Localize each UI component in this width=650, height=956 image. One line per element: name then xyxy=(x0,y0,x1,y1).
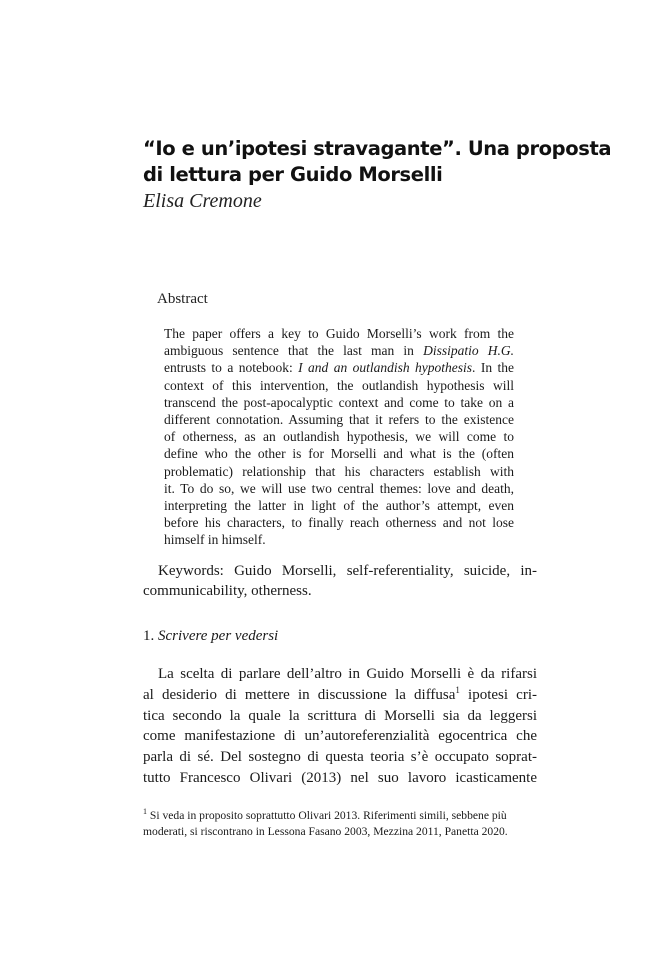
keywords-line: communicability, otherness. xyxy=(143,583,312,599)
abstract-text: entrusts to a notebook: xyxy=(164,360,299,376)
article-title-line-2: di lettura per Guido Morselli xyxy=(143,163,443,186)
body-line: parla di sé. Del sostegno di questa teoria s’è occupato soprat- xyxy=(143,749,537,766)
body-text: al desiderio di mettere in discussione la diffusa xyxy=(143,686,456,703)
body-text: ipotesi cri- xyxy=(459,686,537,703)
abstract-line xyxy=(164,342,514,359)
footnote-reference[interactable]: 1 xyxy=(455,684,460,695)
section-number: 1. xyxy=(143,628,155,644)
body-line: La scelta di parlare dell’altro in Guido Morselli è da rifarsi xyxy=(158,666,537,682)
section-title: Scrivere per vedersi xyxy=(158,628,279,644)
abstract-line: of otherness, as an outlandish hypothesis, we will come to xyxy=(164,429,514,445)
body-line xyxy=(143,685,537,706)
article-title xyxy=(143,136,612,188)
body-line: tutto Francesco Olivari (2013) nel suo lavoro icasticamente xyxy=(143,769,537,786)
abstract-text: . In the xyxy=(472,360,514,376)
footnote xyxy=(143,808,539,840)
abstract-line: transcend the post-apocalyptic context and come to take on a xyxy=(164,394,514,410)
section-heading xyxy=(143,626,278,646)
footnote-line: moderati, si riscontrano in Lessona Fasano 2003, Mezzina 2011, Panetta 2020. xyxy=(143,825,508,838)
abstract-line: before his characters, to finally reach otherness and not lose xyxy=(164,515,514,531)
footnote-mark: 1 xyxy=(143,807,147,817)
body-paragraph xyxy=(143,664,537,789)
abstract-line: context of this intervention, the outlandish hypothesis will xyxy=(164,377,514,393)
abstract-line: problematic) relationship that his characters establish with xyxy=(164,463,514,479)
abstract-italic-title: Dissipatio H.G. xyxy=(423,343,514,359)
article-title-line-1: “Io e un’ipotesi stravagante”. Una proposta xyxy=(143,137,612,160)
abstract-line: The paper offers a key to Guido Morselli’s work from the xyxy=(164,326,514,341)
body-line: tica secondo la quale la scrittura di Morselli sia da leggersi xyxy=(143,707,537,724)
abstract-line: it. To do so, we will use two central themes: love and death, xyxy=(164,480,514,496)
abstract-italic-title: I and an outlandish hypothesis xyxy=(298,360,473,376)
abstract-line: himself in himself. xyxy=(164,532,266,548)
footnote-line xyxy=(143,808,539,824)
abstract-heading: Abstract xyxy=(157,291,208,307)
abstract-text: ambiguous sentence that the last man in xyxy=(164,343,424,359)
abstract-body xyxy=(164,325,514,549)
body-line: come manifestazione di un’autoreferenzialità egocentrica che xyxy=(143,728,537,745)
author-name: Elisa Cremone xyxy=(143,190,262,212)
keywords xyxy=(143,561,537,601)
abstract-line: different connotation. Assuming that it refers to the existence xyxy=(164,412,514,428)
abstract-line xyxy=(164,359,514,376)
abstract-line: interpreting the latter in light of the author’s attempt, even xyxy=(164,498,514,514)
abstract-line: define who the other is for Morselli and what is the (often xyxy=(164,446,514,462)
footnote-text: Si veda in proposito soprattutto Olivari 2013. Riferimenti simili, sebbene più xyxy=(147,809,507,822)
keywords-line: Keywords: Guido Morselli, self-referentiality, suicide, in- xyxy=(158,563,537,579)
